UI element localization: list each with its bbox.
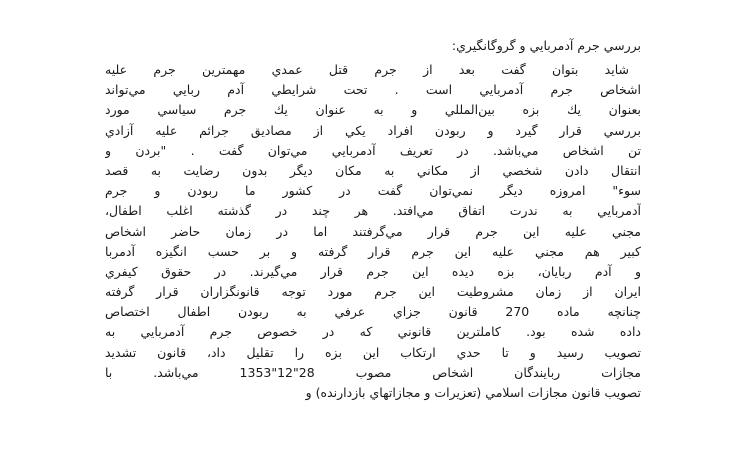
document-body xyxy=(105,60,641,403)
text-line: ايران از زمان مشروطيت اين جرم مورد توجه قانونگزاران قرار گرفته xyxy=(105,284,641,300)
text-line: مجني عليه اين جرم قرار مي‌گرفتند اما در زمان حاضر اشخاص xyxy=(105,223,641,239)
text-line: داده شده بود. كاملترين قانوني كه در خصوص جرم آدمربايي به xyxy=(105,324,641,340)
text-line: تصويب قانون مجازات اسلامي (تعزيرات و مجازاتهاي بازدارنده) و xyxy=(305,385,641,400)
text-line: و آدم ربايان، بزه ديده اين جرم قرار مي‌گيرند. در حقوق كيفري xyxy=(105,263,641,279)
text-line: چنانچه ماده 270 قانون جزاي عرفي به ربودن اطفال اختصاص xyxy=(105,304,641,320)
text-line: تن اشخاص مي‌باشد. در تعريف آدمربايي مي‌توان گفت . "بردن و xyxy=(105,142,641,158)
text-line: بعنوان يك بزه بين‌المللي و به عنوان يك جرم سياسي مورد xyxy=(105,102,641,118)
text-line: اشخاص جرم آدمربايي است . تحت شرايطي آدم ربايي مي‌تواند xyxy=(105,82,641,98)
text-line: انتقال دادن شخصي از مكاني به مكان ديگر بدون رضايت به قصد xyxy=(105,162,641,178)
text-line: بررسي قرار گيرد و ربودن افراد يكي از مصاديق جرائم عليه آزادي xyxy=(105,122,641,138)
text-line: مجازات ربايندگان اشخاص مصوب 28"12"1353 مي‌باشد. با xyxy=(105,364,641,380)
text-line: تصويب رسيد و تا حدي ارتكاب اين بزه را تقليل داد، قانون تشديد xyxy=(105,344,641,360)
text-line: شايد بتوان گفت بعد از جرم قتل عمدي مهمترين جرم عليه xyxy=(105,62,629,77)
text-line: كبير هم مجني عليه اين جرم قرار گرفته و بر حسب انگيزه آدمربا xyxy=(105,243,641,259)
document-heading: بررسي جرم آدمربايي و گروگانگيري: xyxy=(451,38,641,53)
text-line: آدمربايي به ندرت اتفاق مي‌افتد. هر چند در گذشته اغلب اطفال، xyxy=(105,203,641,219)
text-line: سوء" امروزه ديگر نمي‌توان گفت در كشور ما ربودن و جرم xyxy=(105,183,641,199)
document-content xyxy=(105,36,641,403)
